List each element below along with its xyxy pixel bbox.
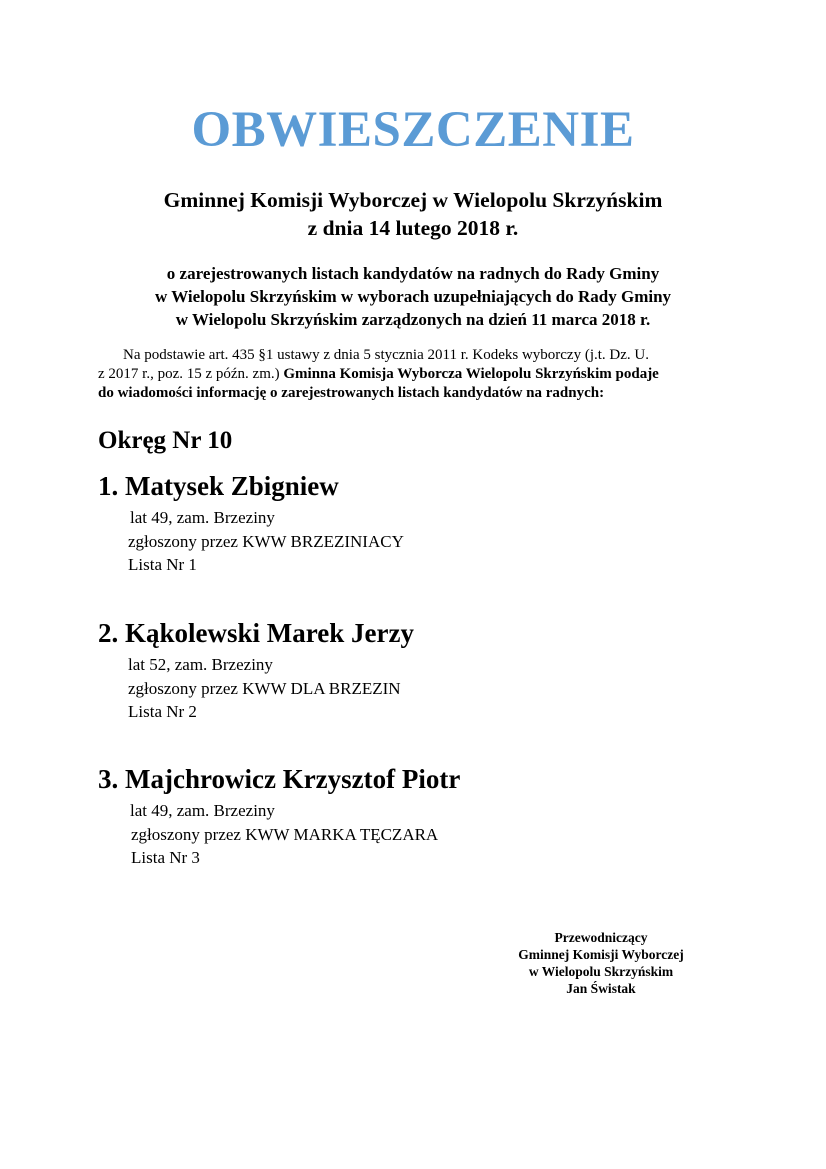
intro-line-2: [98, 365, 728, 384]
document-title: OBWIESZCZENIE: [191, 102, 635, 158]
candidate-list-number: Lista Nr 1: [128, 555, 197, 574]
intro-line-3: [98, 384, 728, 403]
intro-paragraph: [98, 346, 728, 403]
signature-name: Jan Świstak: [566, 981, 636, 996]
district-heading: Okręg Nr 10: [98, 427, 233, 454]
candidate-list-number: Lista Nr 3: [131, 848, 200, 867]
candidate-name: 1. Matysek Zbigniew: [98, 471, 339, 501]
intro-line-1: Na podstawie art. 435 §1 ustawy z dnia 5 stycznia 2011 r. Kodeks wyborczy (j.t. Dz. U.: [123, 347, 649, 363]
candidate-entry: [98, 617, 414, 724]
candidate-details: [98, 506, 404, 577]
subtitle-issuer: Gminnej Komisji Wyborczej w Wielopolu Skrzyńskim: [163, 188, 663, 212]
candidate-name: 2. Kąkolewski Marek Jerzy: [98, 618, 414, 648]
candidate-details: [98, 799, 460, 870]
document-subtitle: [0, 186, 826, 242]
candidate-entry: [98, 763, 460, 870]
document-subject: [0, 262, 826, 331]
signature-block: [496, 929, 706, 997]
candidate-list-number: Lista Nr 2: [128, 702, 197, 721]
candidate-age-residence: lat 52, zam. Brzeziny: [128, 655, 273, 674]
subject-line-3: w Wielopolu Skrzyńskim zarządzonych na dzień 11 marca 2018 r.: [175, 310, 651, 329]
candidate-age-residence: lat 49, zam. Brzeziny: [130, 508, 275, 527]
intro-line-2-bold: Gminna Komisja Wyborcza Wielopolu Skrzyńskim podaje: [283, 366, 659, 382]
candidate-name: 3. Majchrowicz Krzysztof Piotr: [98, 764, 461, 794]
candidate-submitted-by: zgłoszony przez KWW BRZEZINIACY: [128, 531, 404, 551]
candidate-submitted-by: zgłoszony przez KWW MARKA TĘCZARA: [131, 824, 439, 844]
subtitle-date: z dnia 14 lutego 2018 r.: [307, 216, 519, 240]
signature-body: Gminnej Komisji Wyborczej: [518, 947, 684, 962]
signature-place: w Wielopolu Skrzyńskim: [528, 964, 674, 979]
candidate-details: [98, 653, 414, 724]
intro-line-3-bold: do wiadomości informację o zarejestrowanych listach kandydatów na radnych:: [98, 385, 605, 401]
candidate-age-residence: lat 49, zam. Brzeziny: [130, 801, 275, 820]
intro-line-2-plain: z 2017 r., poz. 15 z późn. zm.): [98, 366, 284, 382]
candidate-submitted-by: zgłoszony przez KWW DLA BRZEZIN: [128, 678, 401, 698]
signature-role: Przewodniczący: [554, 930, 648, 945]
candidate-entry: [98, 470, 404, 577]
subject-line-2: w Wielopolu Skrzyńskim w wyborach uzupełniających do Rady Gminy: [154, 287, 672, 306]
subject-line-1: o zarejestrowanych listach kandydatów na radnych do Rady Gminy: [166, 264, 660, 283]
